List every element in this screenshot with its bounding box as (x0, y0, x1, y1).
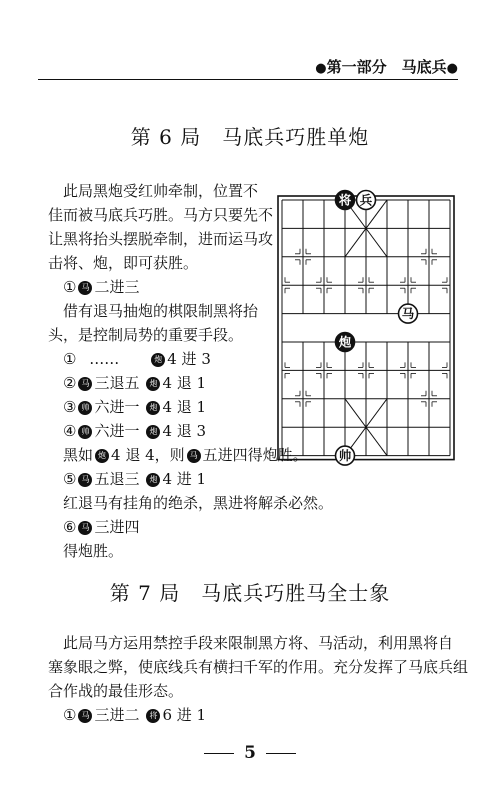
game6-note-line: 借有退马抽炮的棋限制黑将抬 (63, 302, 259, 320)
header-dot-right: ● (446, 61, 458, 76)
game6-move-1: ① 马 二进三 (63, 278, 140, 296)
board-grid (278, 196, 454, 460)
game6-move-row: ① …… 炮 4 进 3 (63, 350, 211, 368)
game6-move-6: ⑥ 马 三进四 (63, 518, 140, 536)
header-dot-left: ● (315, 61, 327, 76)
page-number-dash (266, 753, 296, 754)
game6-note-line: 头，是控制局势的重要手段。 (48, 326, 244, 344)
game6-result: 得炮胜。 (63, 542, 124, 560)
king-piece-icon: 帅 (78, 401, 92, 415)
cannon-piece-icon: 炮 (95, 449, 109, 463)
horse-piece-icon: 马 (78, 521, 92, 535)
header-title: 第一部分 马底兵 (326, 58, 447, 76)
game6-variation: 黑如 炮 4 退 4，则 马 五进四得炮胜。 (63, 446, 308, 464)
horse-piece-icon: 马 (78, 473, 92, 487)
game6-move-row: ③ 帅 六进一 炮 4 退 1 (63, 398, 207, 416)
game6-note-2: 红退马有挂角的绝杀，黑进将解杀必然。 (63, 494, 334, 512)
game6-intro-line: 让黑将抬头摆脱牵制，进而运马攻 (48, 230, 274, 248)
game7-intro-line: 塞象眼之弊，使底线兵有横扫千军的作用。充分发挥了马底兵组 (48, 658, 469, 676)
game6-move-row: ⑤ 马 五退三 炮 4 进 1 (63, 470, 207, 488)
cannon-piece-icon: 炮 (146, 425, 160, 439)
xiangqi-board-diagram (270, 186, 462, 470)
board-pieces (336, 191, 418, 466)
board-piece-label: 炮 (338, 334, 352, 350)
horse-piece-icon: 马 (78, 281, 92, 295)
header-rule (38, 79, 458, 80)
running-header (38, 56, 458, 80)
game6-intro-line: 击将、炮，即可获胜。 (48, 254, 199, 272)
cannon-piece-icon: 炮 (146, 401, 160, 415)
board-piece-label: 马 (401, 306, 415, 322)
game6-intro-line: 此局黑炮受红帅牵制，位置不 (63, 182, 259, 200)
general-piece-icon: 将 (146, 709, 160, 723)
page-number: 5 (0, 743, 500, 763)
game7-move-1: ① 马 三进二 将 6 进 1 (63, 706, 207, 724)
game6-move-row: ④ 帅 六进一 炮 4 退 3 (63, 422, 207, 440)
king-piece-icon: 帅 (78, 425, 92, 439)
game6-intro-line: 佳而被马底兵巧胜。马方只要先不 (48, 206, 274, 224)
cannon-piece-icon: 炮 (151, 353, 165, 367)
board-piece-label: 兵 (359, 192, 373, 208)
horse-piece-icon: 马 (187, 449, 201, 463)
cannon-piece-icon: 炮 (146, 473, 160, 487)
game7-title: 第 7 局 马底兵巧胜马全士象 (109, 581, 391, 605)
game7-intro-line: 合作战的最佳形态。 (48, 682, 184, 700)
board-piece-label: 帅 (338, 448, 352, 464)
cannon-piece-icon: 炮 (146, 377, 160, 391)
board-piece-label: 将 (338, 192, 352, 208)
horse-piece-icon: 马 (78, 709, 92, 723)
game6-title: 第 6 局 马底兵巧胜单炮 (130, 125, 370, 149)
game7-intro-line: 此局马方运用禁控手段来限制黑方将、马活动，利用黑将自 (63, 634, 454, 652)
horse-piece-icon: 马 (78, 377, 92, 391)
game6-move-row: ② 马 三退五 炮 4 退 1 (63, 374, 207, 392)
page-number-dash (204, 753, 234, 754)
